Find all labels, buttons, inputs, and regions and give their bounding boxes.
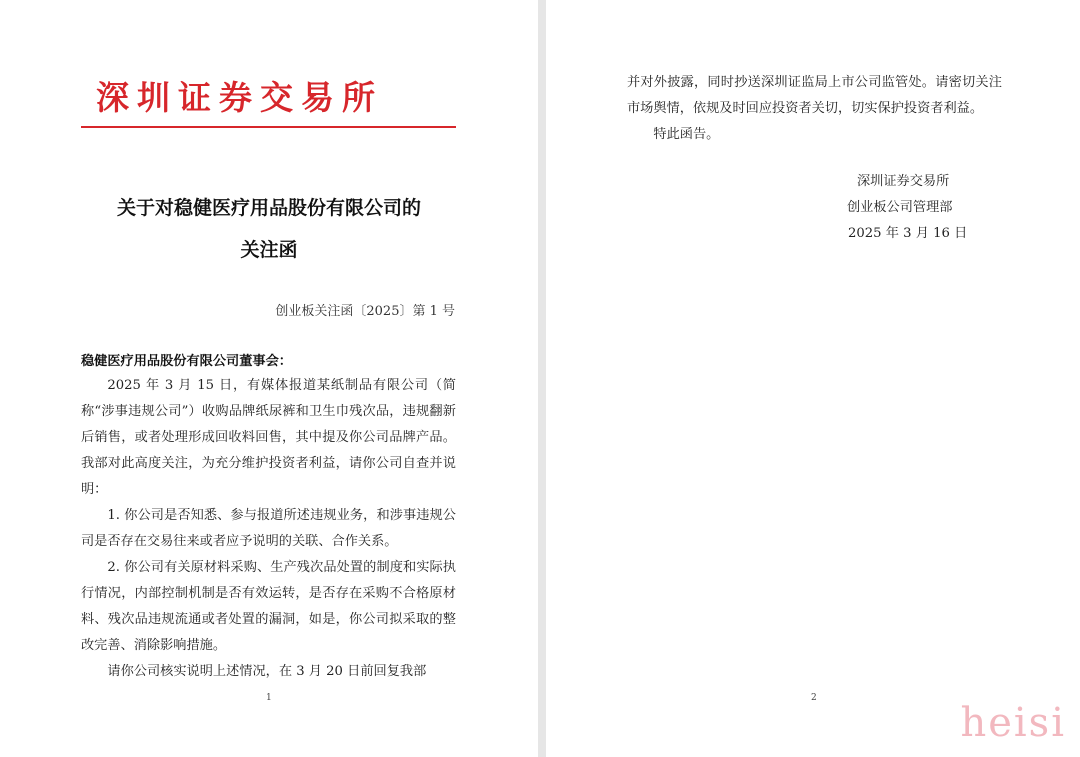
paragraph-question-2: 2. 你公司有关原材料采购、生产残次品处置的制度和实际执行情况，内部控制机制是否有效运转，是否存在采购不合格原材料、残次品违规流通或者处置的漏洞，如是，你公司拟采取的整改完善、消除影响措施。 — [81, 560, 456, 653]
watermark: heisi — [960, 700, 1066, 746]
paragraph-request: 请你公司核实说明上述情况，在 3 月 20 日前回复我部 — [107, 664, 427, 679]
paragraph-continuation: 并对外披露，同时抄送深圳证监局上市公司监管处。请密切关注市场舆情，依规及时回应投资者关切，切实保护投资者利益。 — [627, 75, 1002, 116]
letterhead-red-divider — [81, 126, 456, 128]
letter-body-continued — [627, 70, 1002, 148]
signature-date: 2025 年 3 月 16 日 — [848, 226, 968, 241]
document-page-1 — [0, 0, 538, 757]
signature-department: 创业板公司管理部 — [847, 200, 953, 215]
paragraph-question-1: 1. 你公司是否知悉、参与报道所述违规业务，和涉事违规公司是否存在交易往来或者应予说明的关联、合作关系。 — [81, 508, 456, 549]
salutation: 稳健医疗用品股份有限公司董事会： — [81, 354, 292, 369]
paragraph-intro: 2025 年 3 月 15 日，有媒体报道某纸制品有限公司（简称“涉事违规公司”）收购品牌纸尿裤和卫生巾残次品，违规翻新后销售，或者处理形成回收料回售，其中提及你公司品牌产品。我部对此高度关注，为充分维护投资者利益，请你公司自查并说明： — [81, 378, 456, 497]
document-page-2 — [546, 0, 1080, 757]
letter-body — [81, 373, 456, 685]
document-title-line-1: 关于对稳健医疗用品股份有限公司的 — [116, 197, 421, 219]
document-title-line-2: 关注函 — [240, 239, 298, 261]
page-number: 2 — [811, 693, 817, 703]
paragraph-closing: 特此函告。 — [653, 127, 720, 142]
document-number: 创业板关注函〔2025〕第 1 号 — [275, 304, 455, 319]
signature-organization: 深圳证券交易所 — [857, 174, 950, 189]
page-number: 1 — [266, 693, 272, 703]
letterhead-title: 深圳证券交易所 — [96, 78, 383, 117]
